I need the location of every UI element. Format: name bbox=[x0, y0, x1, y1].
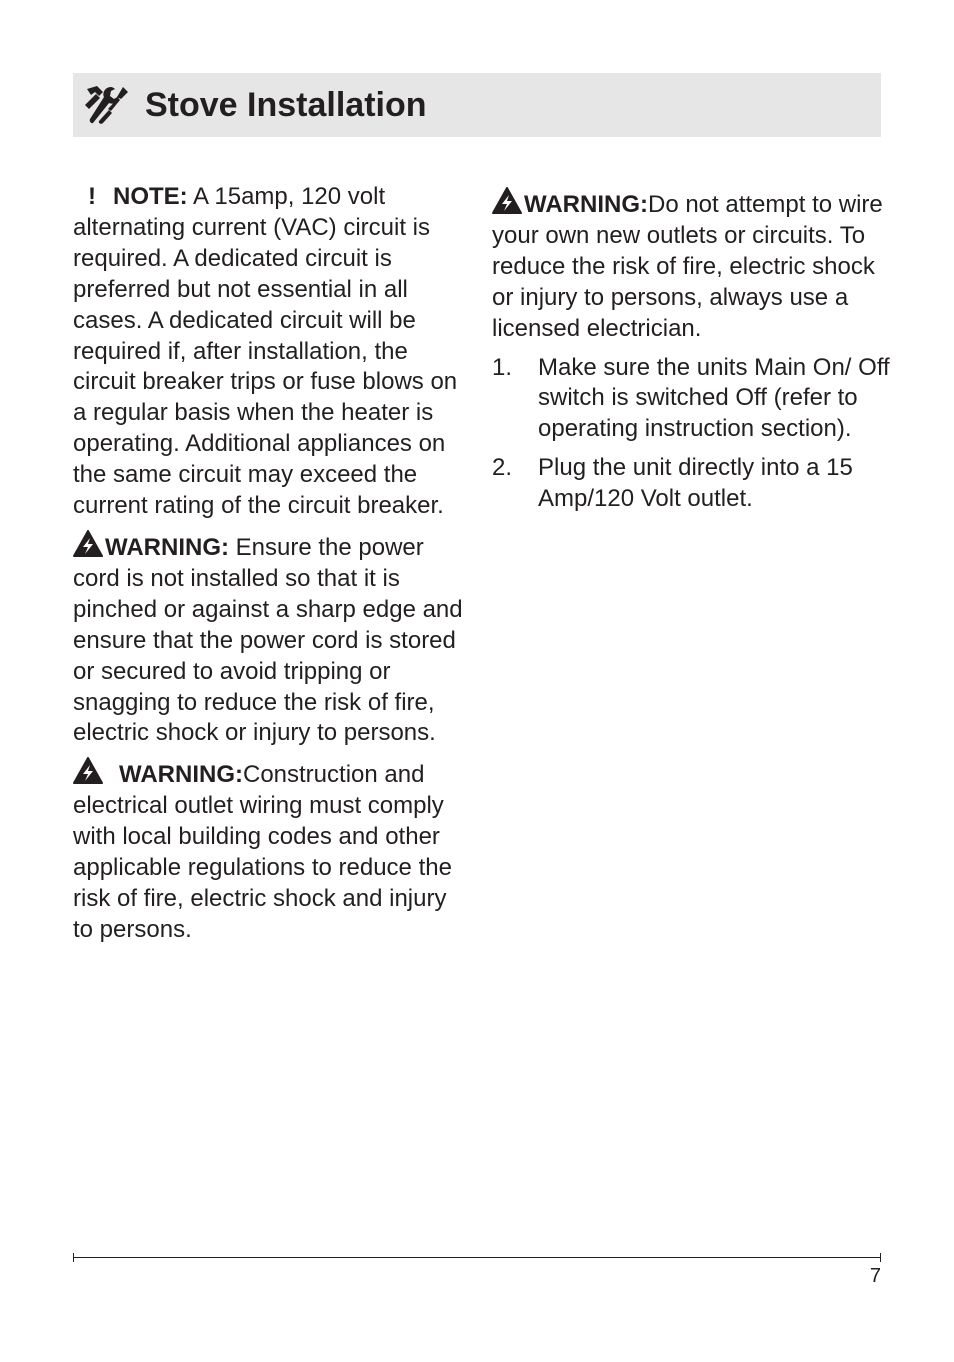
warning-paragraph-electrician bbox=[492, 187, 892, 345]
warning-paragraph-wiring-codes bbox=[73, 757, 463, 945]
note-paragraph bbox=[73, 182, 463, 522]
exclamation-icon: ! bbox=[88, 183, 96, 210]
page-number: 7 bbox=[869, 1265, 881, 1287]
note-text: A 15amp, 120 volt alternating current (VAC) circuit is required. A dedicated circuit is preferred but not essential in all cases. A dedicated circuit will be required if, after installation, the circuit breaker trips or fuse blows on a regular basis when the heater is operating. Additional appliances on the same circuit may exceed the current rating of the circuit breaker. bbox=[73, 183, 458, 520]
tools-icon bbox=[81, 83, 131, 127]
warning-text: Construction and electrical outlet wiring must comply with local building codes and other applicable regulations to reduce the risk of fire, electric shock and injury to persons. bbox=[73, 761, 452, 943]
footer-divider-tick bbox=[880, 1253, 881, 1262]
step-number: 1. bbox=[492, 353, 513, 381]
warning-icon bbox=[73, 530, 103, 558]
left-column bbox=[73, 182, 463, 954]
warning-icon bbox=[73, 757, 103, 785]
warning-text: Do not attempt to wire your own new outlets or circuits. To reduce the risk of fire, electric shock or injury to persons, always use a licensed electrician. bbox=[492, 191, 883, 342]
step-text: Plug the unit directly into a 15 Amp/120 Volt outlet. bbox=[538, 454, 853, 513]
warning-label: WARNING: bbox=[105, 533, 229, 561]
footer-divider-tick bbox=[73, 1253, 74, 1262]
right-column bbox=[492, 187, 892, 523]
section-header bbox=[73, 73, 881, 137]
step-text: Make sure the units Main On/ Off switch is switched Off (refer to operating instruction section). bbox=[538, 353, 890, 443]
warning-label: WARNING: bbox=[119, 761, 243, 789]
warning-icon bbox=[492, 187, 522, 215]
step-number: 2. bbox=[492, 454, 513, 482]
installation-steps bbox=[492, 353, 892, 516]
list-item bbox=[492, 353, 892, 446]
footer-divider bbox=[73, 1257, 881, 1258]
list-item bbox=[492, 453, 892, 515]
warning-label: WARNING: bbox=[524, 191, 648, 218]
warning-paragraph-power-cord bbox=[73, 530, 463, 749]
page-title: Stove Installation bbox=[145, 85, 427, 124]
warning-text: Ensure the power cord is not installed so that it is pinched or against a sharp edge and ensure that the power cord is stored or secured to avoid tripping or snagging to reduce the risk of fire, electric shock or injury to persons. bbox=[73, 533, 463, 747]
note-label: NOTE: bbox=[113, 183, 188, 210]
